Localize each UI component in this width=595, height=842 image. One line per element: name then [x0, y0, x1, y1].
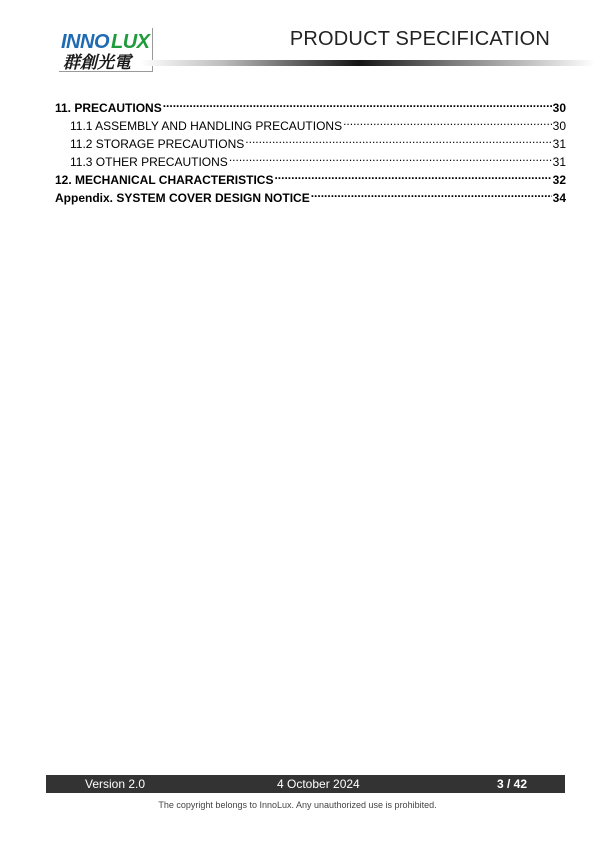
toc-dot-leader — [343, 112, 552, 130]
toc-entry-page: 31 — [552, 137, 566, 151]
toc-entry-label: 11.2 STORAGE PRECAUTIONS — [70, 137, 245, 151]
footer-bar — [46, 775, 565, 793]
svg-text:LUX: LUX — [111, 31, 150, 53]
company-logo — [59, 28, 153, 72]
toc-dot-leader — [245, 130, 551, 148]
toc-entry-label: 11.1 ASSEMBLY AND HANDLING PRECAUTIONS — [70, 119, 343, 133]
toc-dot-leader — [229, 148, 552, 166]
svg-text:群創光電: 群創光電 — [63, 53, 131, 72]
toc-entry-label: 11. PRECAUTIONS — [55, 101, 162, 115]
header-divider — [140, 60, 595, 66]
footer-page-number: 3 / 42 — [497, 777, 528, 791]
table-of-contents — [55, 94, 566, 205]
toc-entry-label: Appendix. SYSTEM COVER DESIGN NOTICE — [55, 191, 310, 205]
toc-entry-label: 11.3 OTHER PRECAUTIONS — [70, 155, 228, 169]
toc-dot-leader — [311, 184, 552, 202]
footer-version: Version 2.0 — [85, 777, 146, 791]
toc-entry-page: 30 — [552, 119, 566, 133]
toc-entry-page: 32 — [552, 173, 566, 187]
toc-entry-label: 12. MECHANICAL CHARACTERISTICS — [55, 173, 274, 187]
toc-entry-page: 34 — [552, 191, 566, 205]
toc-dot-leader — [163, 94, 552, 112]
toc-entry-page: 31 — [552, 155, 566, 169]
toc-entry-page: 30 — [552, 101, 566, 115]
copyright-notice: The copyright belongs to InnoLux. Any unauthorized use is prohibited. — [158, 800, 437, 810]
page-title: PRODUCT SPECIFICATION — [289, 28, 550, 50]
innolux-logo-icon — [59, 28, 153, 72]
svg-text:INNO: INNO — [61, 31, 109, 53]
toc-dot-leader — [274, 166, 551, 184]
footer-date: 4 October 2024 — [277, 777, 360, 791]
toc-entry[interactable] — [55, 94, 566, 115]
